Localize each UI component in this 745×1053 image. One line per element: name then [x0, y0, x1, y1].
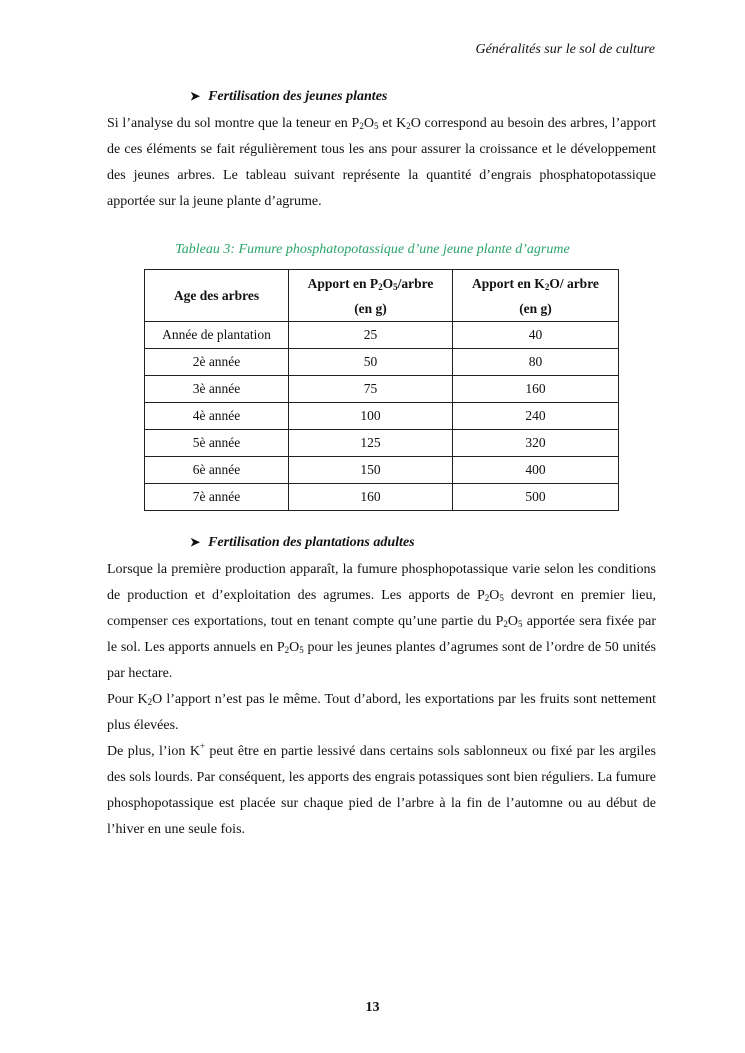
cell-k2o: 240 [453, 403, 619, 430]
section-heading-adult-plantations [190, 535, 415, 551]
paragraph-potassium-ion: De plus, l’ion K+ peut être en partie lessivé dans certains sols sablonneux ou fixé par les argiles des sols lourds. Par conséquent, les apports des engrais potassiques sont bien réguliers. La fumure phosphopotassique est placée sur chaque pied de l’arbre à la fin de l’automne ou au début de l’hiver en une seule fois. [107, 741, 656, 837]
table-row [145, 403, 619, 430]
paragraph-young-plants: Si l’analyse du sol montre que la teneur en $P_2O_5$ et $K_2O$ correspond au besoin des arbres, l’apport de ces éléments se fait régulièrement tous les ans pour assurer la croissance et le développement des jeunes arbres. Le tableau suivant représente la quantité d’engrais phosphatopotassique apportée sur la jeune plante d’agrume. [107, 116, 656, 209]
adult-plantations-body [107, 557, 656, 843]
header-age: Age des arbres [145, 270, 289, 322]
paragraph-production: Lorsque la première production apparaît, la fumure phosphopotassique varie selon les conditions de production et d’exploitation des agrumes. Les apports de $P_2O_5$ devront en premier lieu, compenser ces exportations, tout en tenant compte qu’une partie du $P_2O_5$ apportée sera fixée par le sol. Les apports annuels en $P_2O_5$ pour les jeunes plantes d’agrumes sont de l’ordre de 50 unités par hectare. [107, 562, 656, 681]
arrow-bullet-icon: ➤ [190, 89, 201, 103]
cell-p2o5: 50 [289, 349, 453, 376]
cell-k2o: 320 [453, 430, 619, 457]
page-number: 13 [365, 1000, 380, 1015]
cell-k2o: 160 [453, 376, 619, 403]
arrow-bullet-icon: ➤ [190, 535, 201, 549]
cell-k2o: 40 [453, 322, 619, 349]
page-header-title: Généralités sur le sol de culture [475, 42, 655, 57]
table-row [145, 457, 619, 484]
cell-p2o5: 75 [289, 376, 453, 403]
cell-p2o5: 100 [289, 403, 453, 430]
cell-p2o5: 160 [289, 484, 453, 511]
cell-p2o5: 125 [289, 430, 453, 457]
table-header-row [145, 270, 619, 322]
cell-age: 6è année [145, 457, 289, 484]
cell-age: Année de plantation [145, 322, 289, 349]
section-heading-young-plants [190, 89, 387, 105]
header-p2o5: Apport en $P_2O_5$/arbre (en g) [289, 270, 453, 322]
table-row [145, 322, 619, 349]
table-row [145, 430, 619, 457]
section-heading-text: Fertilisation des plantations adultes [208, 535, 415, 550]
cell-age: 2è année [145, 349, 289, 376]
cell-age: 4è année [145, 403, 289, 430]
cell-age: 7è année [145, 484, 289, 511]
cell-k2o: 500 [453, 484, 619, 511]
cell-k2o: 400 [453, 457, 619, 484]
header-k2o: Apport en $K_2O/$ arbre (en g) [453, 270, 619, 322]
cell-age: 3è année [145, 376, 289, 403]
table-caption: Tableau 3: Fumure phosphatopotassique d’une jeune plante d’agrume [175, 242, 570, 257]
table-row [145, 376, 619, 403]
cell-p2o5: 150 [289, 457, 453, 484]
paragraph-k2o: Pour $K_2O$ l’apport n’est pas le même. Tout d’abord, les exportations par les fruits sont nettement plus élevées. [107, 692, 657, 733]
fertilizer-table [144, 269, 619, 511]
section-heading-text: Fertilisation des jeunes plantes [208, 89, 388, 104]
cell-age: 5è année [145, 430, 289, 457]
cell-k2o: 80 [453, 349, 619, 376]
table-row [145, 349, 619, 376]
cell-p2o5: 25 [289, 322, 453, 349]
table-row [145, 484, 619, 511]
